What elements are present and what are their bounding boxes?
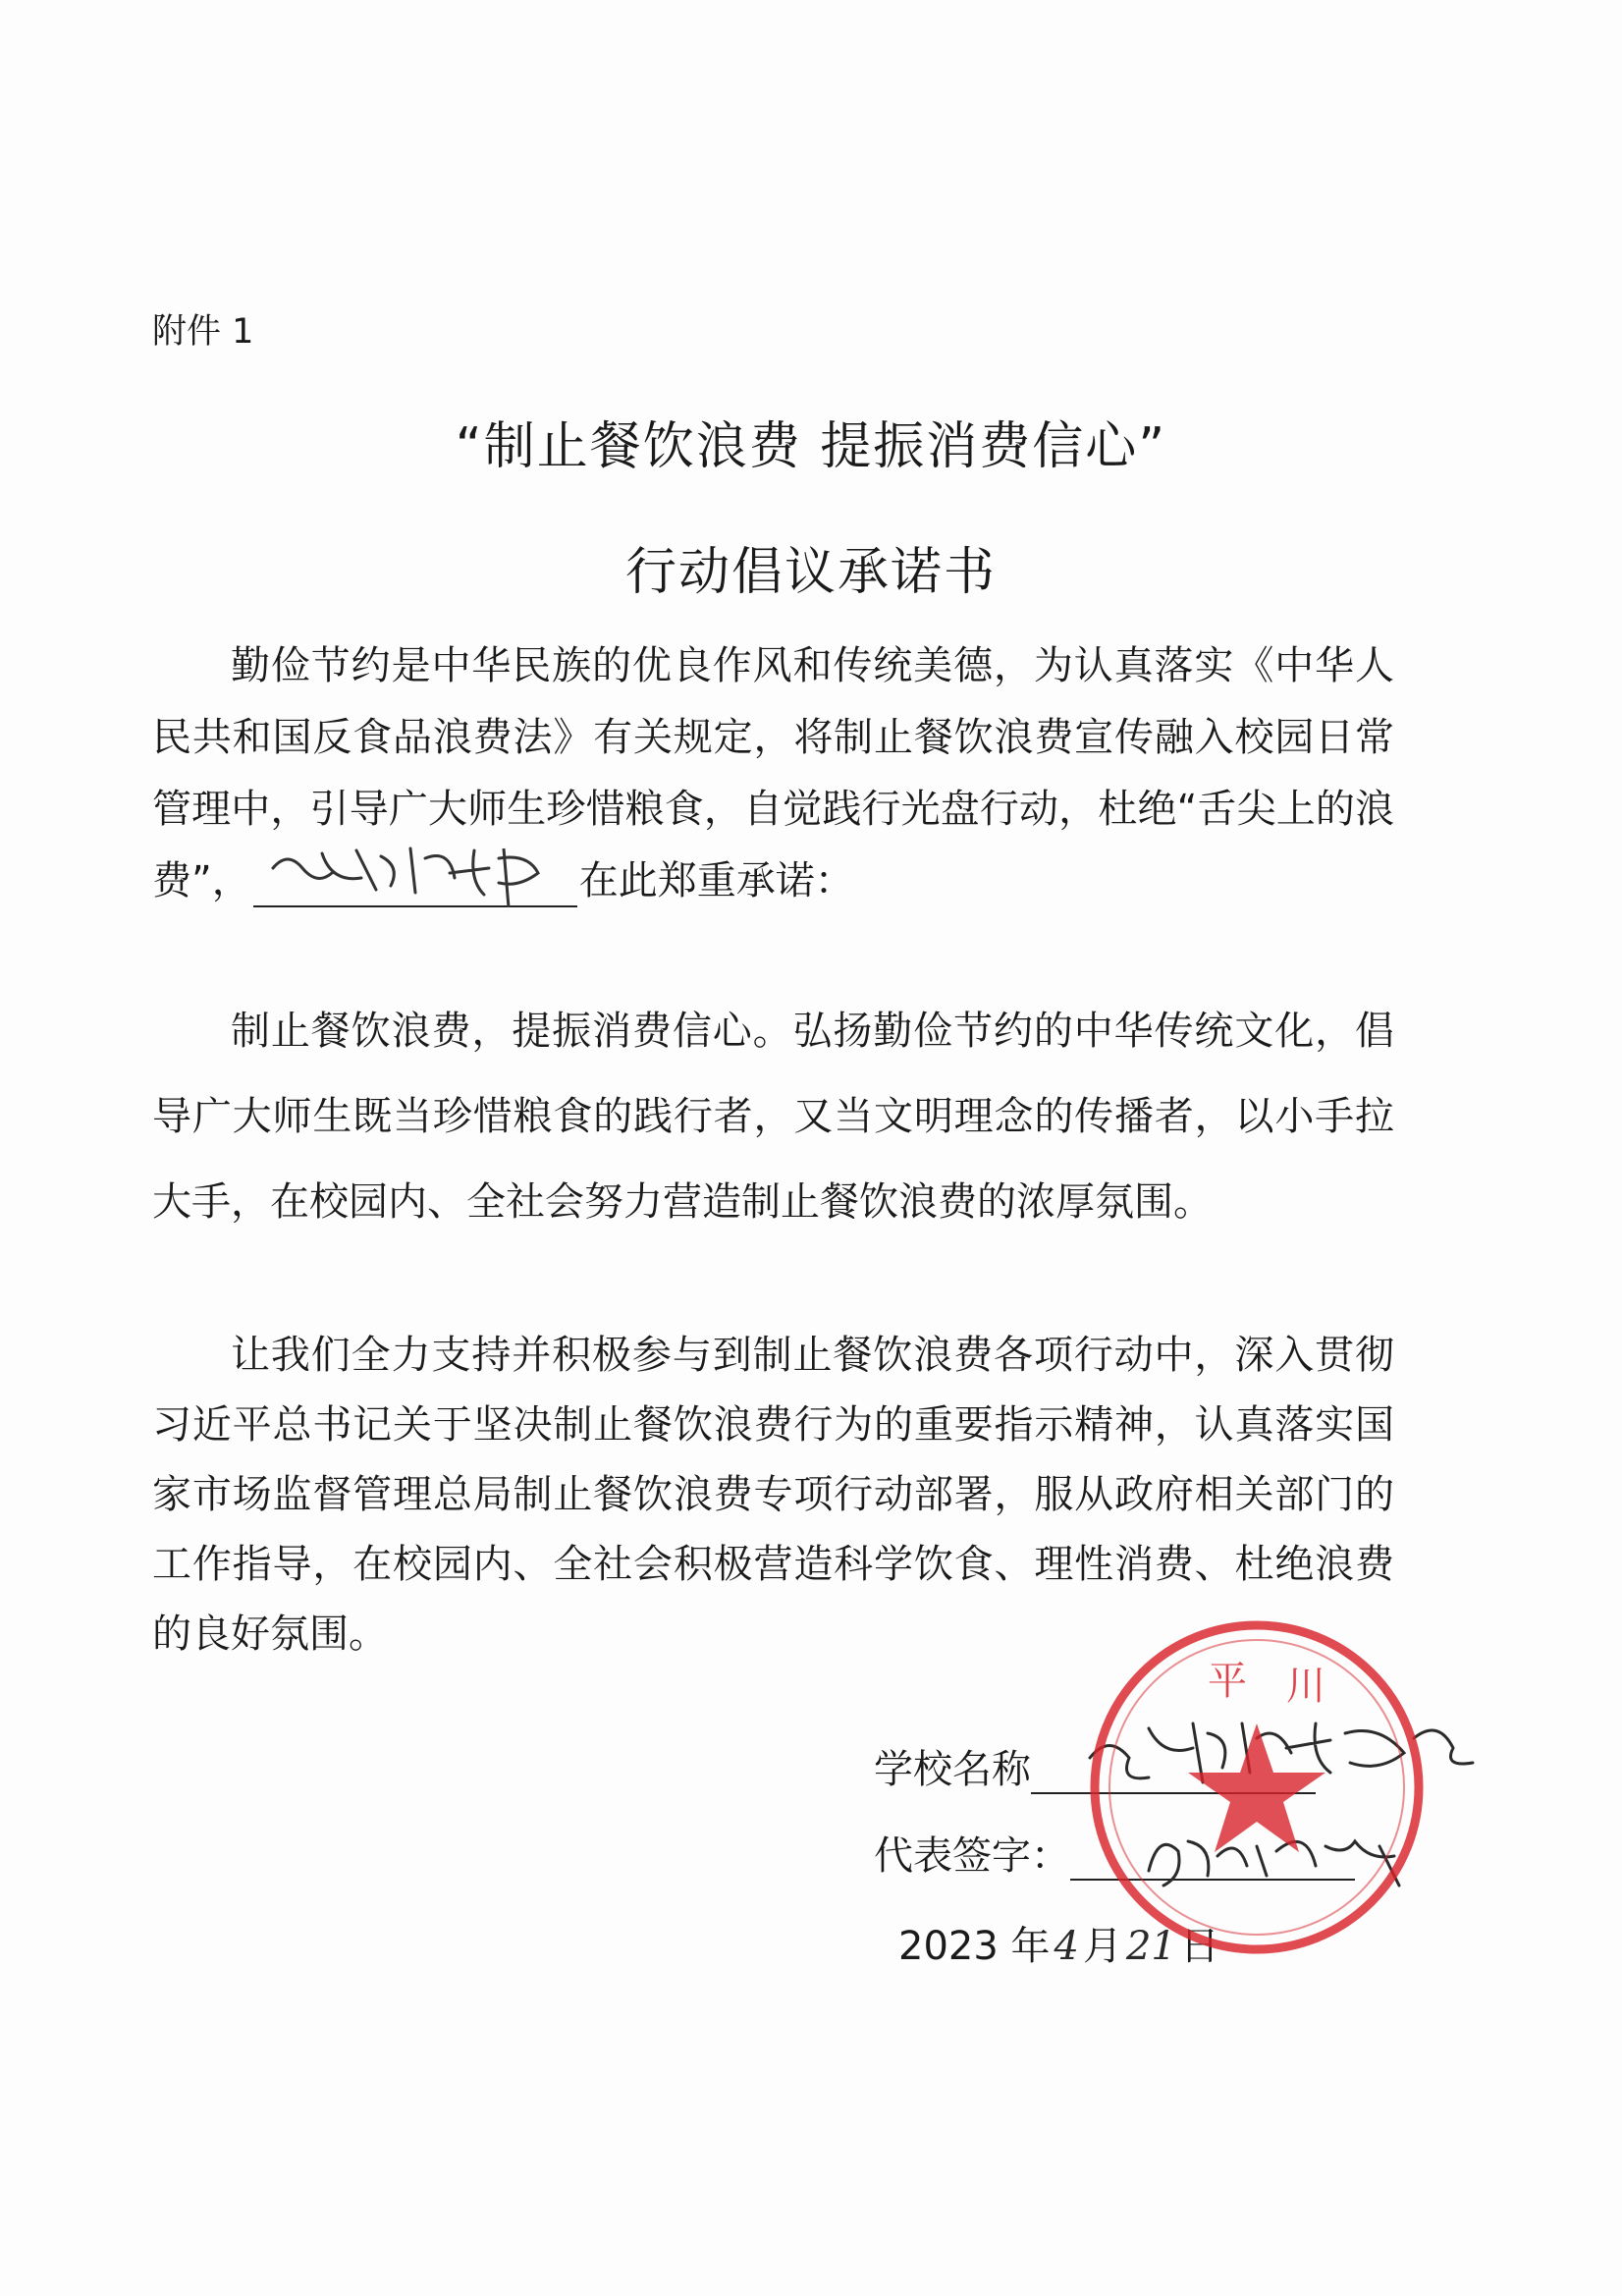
date-day-handwritten: 21 bbox=[1125, 1924, 1176, 1969]
date-month-suffix: 月 bbox=[1082, 1924, 1122, 1969]
attachment-label: 附件 1 bbox=[152, 312, 254, 352]
handwriting-scribble-icon bbox=[253, 839, 577, 907]
date-year: 2023 年 bbox=[898, 1924, 1051, 1969]
date-day-suffix: 日 bbox=[1179, 1924, 1219, 1969]
official-seal-icon bbox=[1080, 1611, 1433, 1964]
handwritten-school-name bbox=[253, 847, 577, 907]
date-month-handwritten: 4 bbox=[1054, 1924, 1079, 1969]
paragraph-1-text: 勤俭节约是中华民族的优良作风和传统美德，为认真落实《中华人民共和国反食品浪费法》有关规定，将制止餐饮浪费宣传融入校园日常管理中，引导广大师生珍惜粮食，自觉践行光盘行动，杜绝“舌尖上的浪费”， bbox=[152, 643, 1394, 903]
seal-char-2: 川 bbox=[1286, 1664, 1325, 1709]
paragraph-2: 制止餐饮浪费，提振消费信心。弘扬勤俭节约的中华传统文化，倡导广大师生既当珍惜粮食的践行者，又当文明理念的传播者，以小手拉大手，在校园内、全社会努力营造制止餐饮浪费的浓厚氛围。 bbox=[152, 1009, 1394, 1225]
paragraph-1-tail: 在此郑重承诺： bbox=[578, 858, 854, 903]
document-title-line2: 行动倡议承诺书 bbox=[624, 543, 997, 602]
school-name-label: 学校名称 bbox=[874, 1747, 1031, 1792]
document-title-line1: “制止餐饮浪费 提振消费信心” bbox=[455, 417, 1167, 476]
paragraph-3: 让我们全力支持并积极参与到制止餐饮浪费各项行动中，深入贯彻习近平总书记关于坚决制止餐饮浪费行为的重要指示精神，认真落实国家市场监督管理总局制止餐饮浪费专项行动部署，服从政府相关部门的工作指导，在校园内、全社会积极营造科学饮食、理性消费、杜绝浪费的良好氛围。 bbox=[152, 1333, 1394, 1657]
seal-char-1: 平 bbox=[1208, 1659, 1247, 1704]
paragraph-1 bbox=[152, 630, 1394, 917]
signature-label: 代表签字： bbox=[874, 1833, 1070, 1879]
